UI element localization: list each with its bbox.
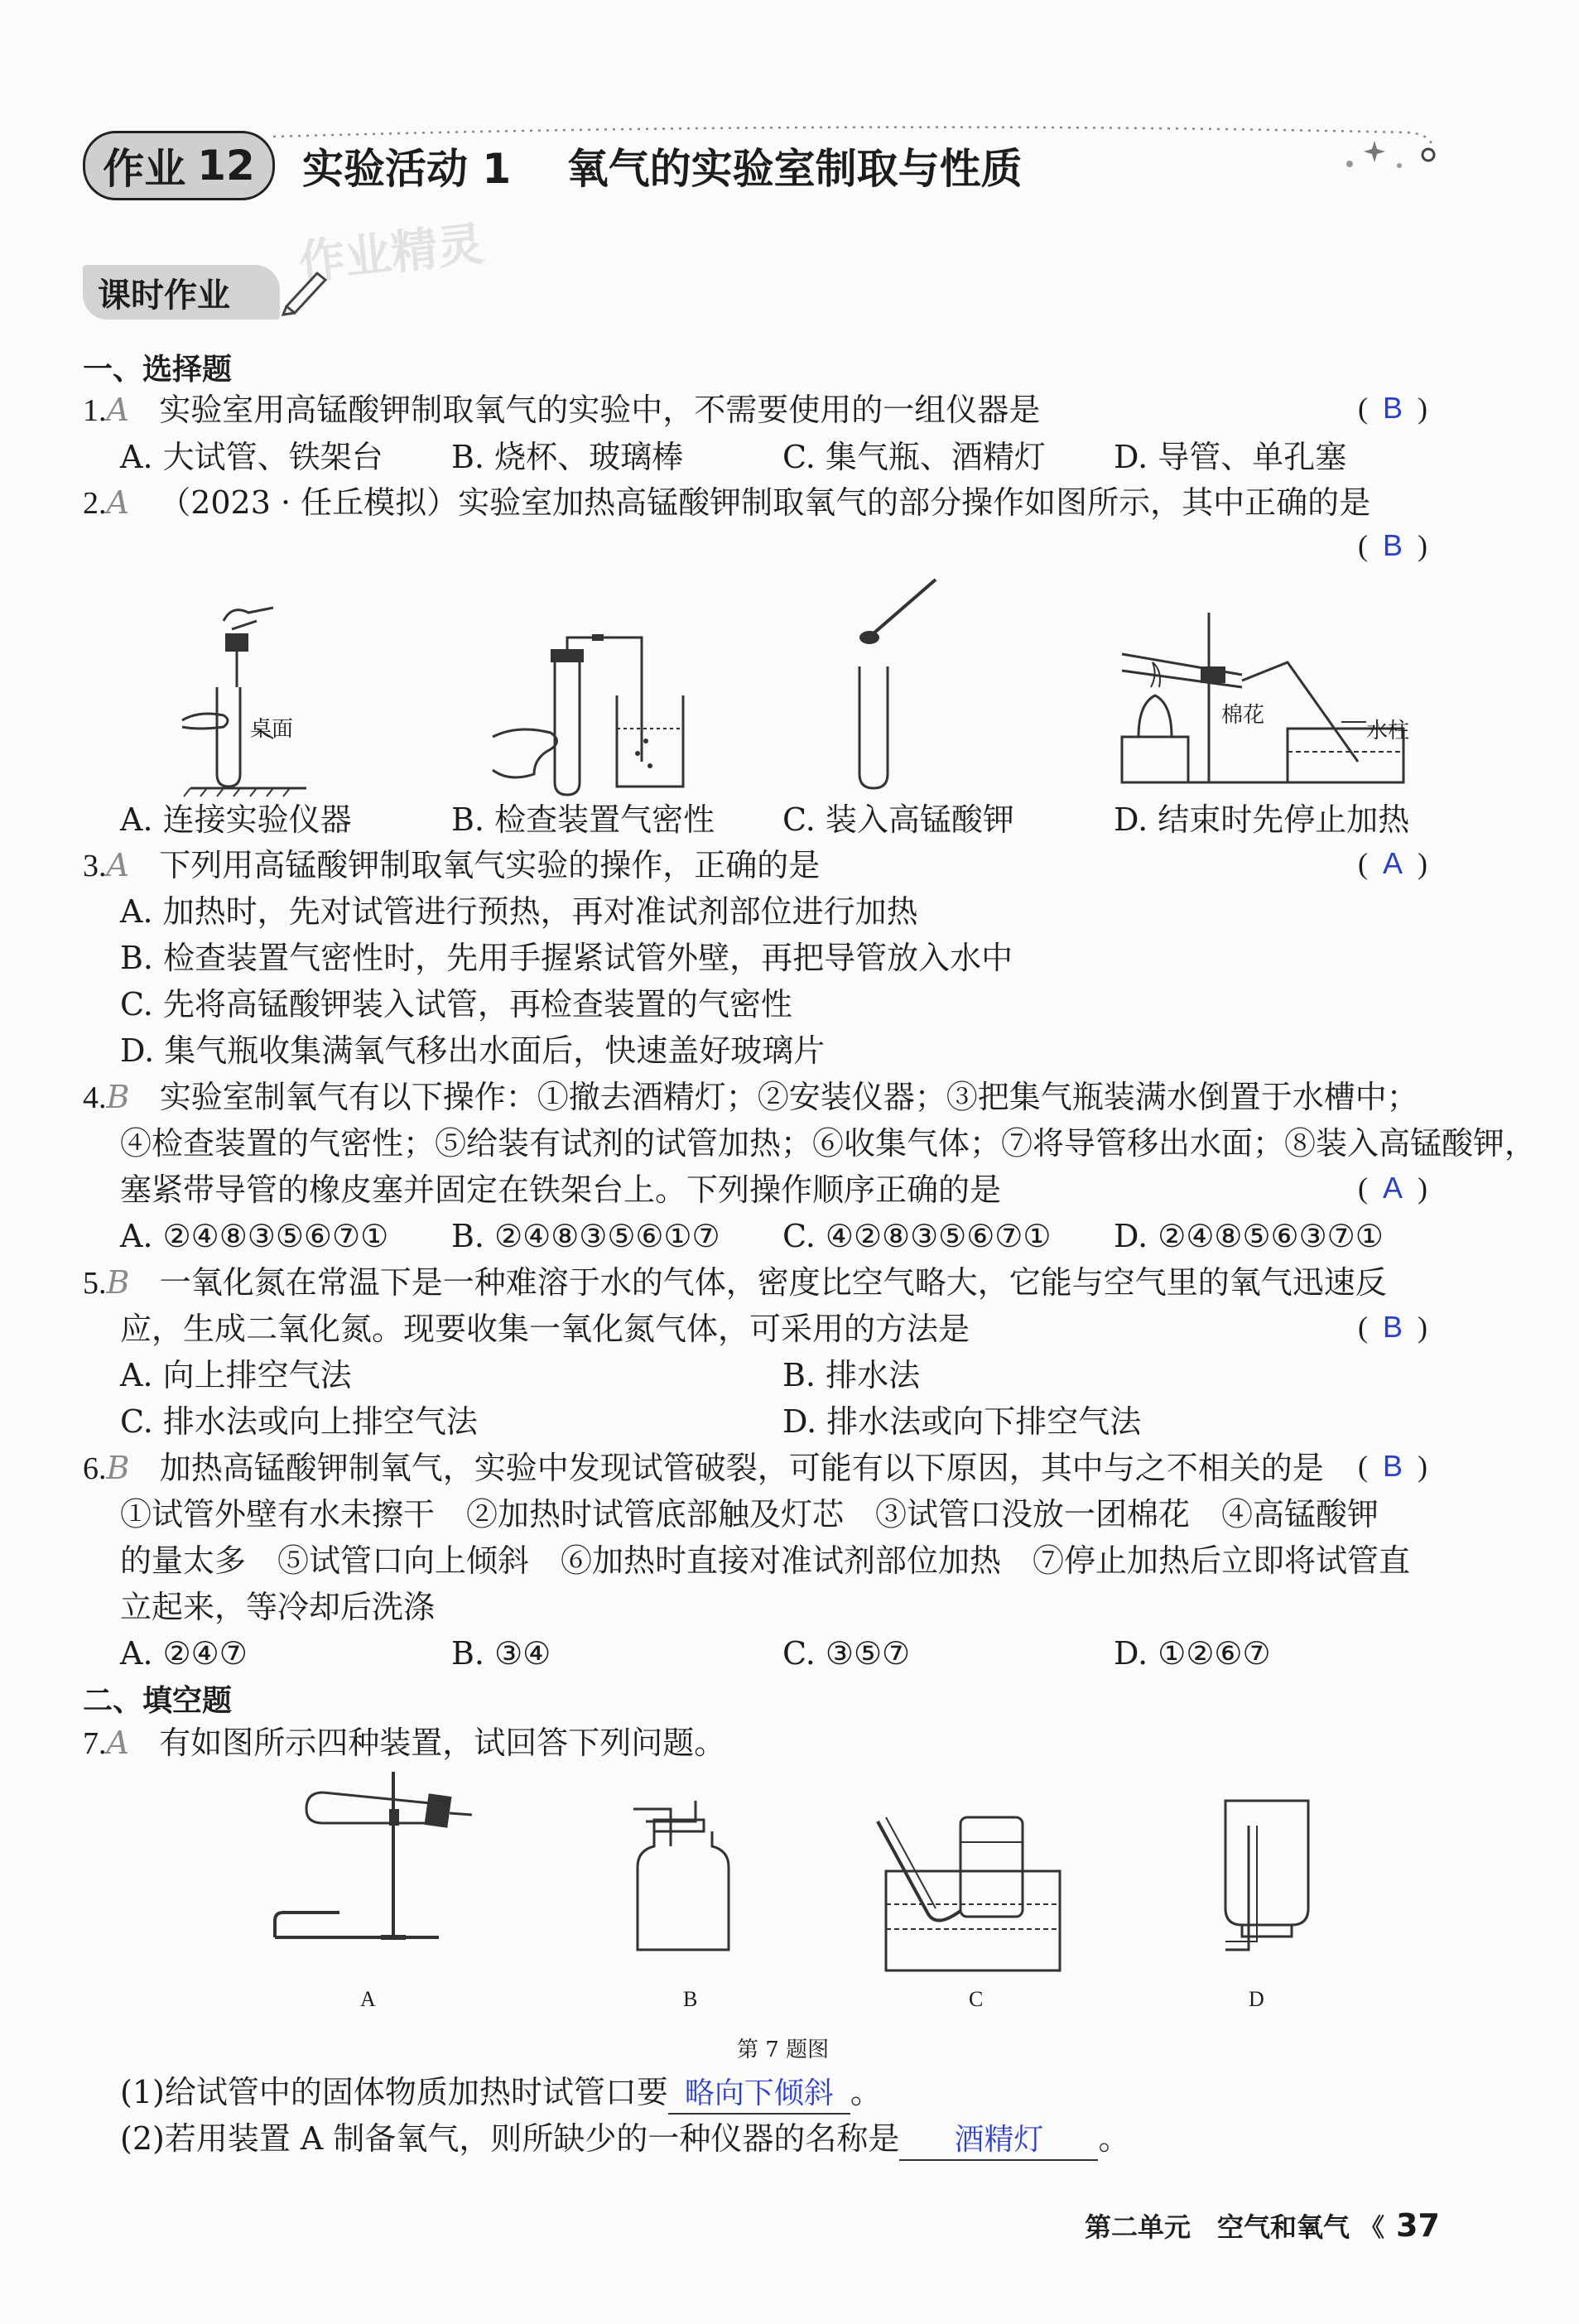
q6-number: 6. [83, 1451, 107, 1486]
q3-stem-line [83, 844, 820, 887]
q7-stem-line [83, 1722, 725, 1764]
q7-sub1 [120, 2071, 882, 2115]
q1-option-b: B. 烧杯、玻璃棒 [451, 439, 684, 475]
q4-option-d: D. ②④⑧⑤⑥③⑦① [1114, 1218, 1384, 1254]
q2-number: 2. [83, 486, 107, 521]
q6-answer-value: B [1383, 1449, 1403, 1483]
q5-answer-value: B [1383, 1310, 1403, 1344]
page-title: 实验活动 1 氧气的实验室制取与性质 [302, 145, 1023, 193]
q7-sub1-suffix: 。 [850, 2074, 882, 2110]
q3-stem: 下列用高锰酸钾制取氧气实验的操作，正确的是 [159, 847, 821, 883]
q2-figure-c-load [845, 571, 994, 795]
section-tag [83, 265, 280, 320]
q3-answer-value: A [1383, 846, 1403, 880]
q2-option-d: D. 结束时先停止加热 [1114, 801, 1410, 838]
q1-answer-value: B [1383, 391, 1403, 425]
q7-figure-label-d: D [1249, 1987, 1264, 2011]
q2-label-desk: 桌面 [250, 717, 294, 742]
q3-number: 3. [83, 849, 107, 883]
q4-option-c: C. ④②⑧③⑤⑥⑦① [782, 1218, 1052, 1254]
q7-sub2 [120, 2118, 1129, 2161]
q3-option-b: B. 检查装置气密性时，先用手握紧试管外壁，再把导管放入水中 [120, 940, 1013, 976]
q1-stem: 实验室用高锰酸钾制取氧气的实验中，不需要使用的一组仪器是 [159, 392, 1041, 428]
q4-level: B [106, 1079, 130, 1115]
section-heading-choice: 一、选择题 [83, 353, 233, 387]
q5-number: 5. [83, 1266, 107, 1301]
q4-stem-line-1 [83, 1076, 1418, 1119]
q7-figure-caption: 第 7 题图 [737, 2038, 830, 2062]
header-badge-label: 作业 [103, 145, 186, 193]
q5-level: B [106, 1264, 130, 1301]
q4-stem-line-2: ④检查装置的气密性；⑤给装有试剂的试管加热；⑥收集气体；⑦将导管移出水面；⑧装入高锰酸钾， [120, 1125, 1537, 1162]
q7-figure-a-stand [273, 1772, 480, 1954]
q6-option-a: A. ②④⑦ [120, 1635, 248, 1672]
q1-option-d: D. 导管、单孔塞 [1114, 439, 1347, 475]
q6-detail-line-2: 的量太多 ⑤试管口向上倾斜 ⑥加热时直接对准试剂部位加热 ⑦停止加热后立即将试管直 [120, 1542, 1411, 1579]
q1-stem-line [83, 389, 1040, 431]
q3-option-d: D. 集气瓶收集满氧气移出水面后，快速盖好玻璃片 [120, 1032, 826, 1069]
q5-stem-line-2: 应，生成二氧化氮。现要收集一氧化氮气体，可采用的方法是 [120, 1311, 970, 1347]
header-badge [83, 131, 275, 200]
q6-option-d: D. ①②⑥⑦ [1114, 1635, 1271, 1672]
q5-option-d: D. 排水法或向下排空气法 [782, 1403, 1142, 1440]
q6-detail-line-3: 立起来，等冷却后洗涤 [120, 1589, 436, 1625]
pencil-icon [280, 265, 330, 315]
q2-option-b: B. 检查装置气密性 [451, 801, 715, 838]
q2-figure-a-connect [174, 596, 339, 795]
q6-option-c: C. ③⑤⑦ [782, 1635, 911, 1672]
q3-option-c: C. 先将高锰酸钾装入试管，再检查装置的气密性 [120, 986, 792, 1022]
q4-option-b: B. ②④⑧③⑤⑥①⑦ [451, 1218, 720, 1254]
q7-figure-label-a: A [360, 1987, 376, 2011]
q6-stem-line [83, 1447, 1324, 1489]
q4-stem-line-3: 塞紧带导管的橡皮塞并固定在铁架台上。下列操作顺序正确的是 [120, 1172, 1002, 1208]
q4-answer: ( A ) [1358, 1171, 1428, 1205]
q7-figure-b-bottle [629, 1797, 745, 1962]
q5-stem-1: 一氧化氮在常温下是一种难溶于水的气体，密度比空气略大，它能与空气里的氧气迅速反 [159, 1264, 1387, 1301]
q5-option-c: C. 排水法或向上排空气法 [120, 1403, 478, 1440]
q6-answer: ( B ) [1358, 1449, 1428, 1483]
q7-sub1-answer: 略向下倾斜 [668, 2075, 850, 2115]
q3-level: A [106, 847, 129, 883]
q6-option-b: B. ③④ [451, 1635, 551, 1672]
q2-stem: （2023 · 任丘模拟）实验室加热高锰酸钾制取氧气的部分操作如图所示，其中正确的是 [159, 484, 1371, 521]
q7-figure-label-c: C [969, 1987, 984, 2011]
page-number: 37 [1396, 2207, 1440, 2244]
q1-answer: ( B ) [1358, 391, 1428, 425]
footer-arrows-icon: 《 [1360, 2214, 1385, 2243]
q2-option-c: C. 装入高锰酸钾 [782, 801, 1014, 838]
section-heading-fill: 二、填空题 [83, 1684, 233, 1718]
header-dotted-decoration [273, 116, 1449, 182]
footer [1085, 2206, 1440, 2245]
section-tag-label: 课时作业 [98, 276, 230, 315]
q2-answer: ( B ) [1358, 528, 1428, 562]
q6-stem: 加热高锰酸钾制氧气，实验中发现试管破裂，可能有以下原因，其中与之不相关的是 [159, 1450, 1324, 1486]
q7-figure-c-trough [878, 1813, 1068, 1979]
q7-figure-label-b: B [683, 1987, 698, 2011]
q7-figure-d-inverted-bottle [1209, 1792, 1325, 1966]
q2-answer-value: B [1383, 528, 1403, 562]
q2-stem-line [83, 482, 1370, 524]
header-badge-number: 12 [197, 142, 255, 190]
q1-level: A [106, 392, 129, 428]
footer-unit: 第二单元 空气和氧气 [1085, 2211, 1350, 2243]
q2-label-cotton: 棉花 [1221, 703, 1265, 728]
q7-sub1-prefix: (1)给试管中的固体物质加热时试管口要 [120, 2074, 668, 2110]
q4-option-a: A. ②④⑧③⑤⑥⑦① [120, 1218, 389, 1254]
q4-stem-1: 实验室制氧气有以下操作：①撤去酒精灯；②安装仪器；③把集气瓶装满水倒置于水槽中； [159, 1079, 1418, 1115]
q7-number: 7. [83, 1726, 107, 1761]
q4-number: 4. [83, 1080, 107, 1115]
q2-label-water-column: 水柱 [1366, 719, 1410, 743]
q5-stem-line-1 [83, 1262, 1387, 1304]
q3-option-a: A. 加热时，先对试管进行预热，再对准试剂部位进行加热 [120, 893, 918, 930]
q5-option-b: B. 排水法 [782, 1357, 921, 1393]
q1-number: 1. [83, 393, 107, 428]
q2-level: A [106, 484, 129, 521]
q3-answer: ( A ) [1358, 846, 1428, 880]
q6-level: B [106, 1450, 130, 1486]
q2-figure-b-airtight [484, 638, 700, 803]
q5-option-a: A. 向上排空气法 [120, 1357, 352, 1393]
q7-stem: 有如图所示四种装置，试回答下列问题。 [159, 1725, 726, 1761]
q5-answer: ( B ) [1358, 1310, 1428, 1344]
q7-sub2-suffix: 。 [1098, 2120, 1130, 2157]
q2-option-a: A. 连接实验仪器 [120, 801, 352, 838]
q6-detail-line-1: ①试管外壁有水未擦干 ②加热时试管底部触及灯芯 ③试管口没放一团棉花 ④高锰酸钾 [120, 1496, 1379, 1532]
q4-answer-value: A [1383, 1171, 1403, 1205]
q1-option-a: A. 大试管、铁架台 [120, 439, 383, 475]
q7-sub2-prefix: (2)若用装置 A 制备氧气，则所缺少的一种仪器的名称是 [120, 2120, 900, 2157]
q1-option-c: C. 集气瓶、酒精灯 [782, 439, 1046, 475]
q2-figure-d-stop [1118, 604, 1416, 803]
q7-level: A [106, 1725, 129, 1761]
q7-sub2-answer: 酒精灯 [899, 2121, 1098, 2161]
watermark-logo: 作业精灵 [296, 217, 487, 291]
